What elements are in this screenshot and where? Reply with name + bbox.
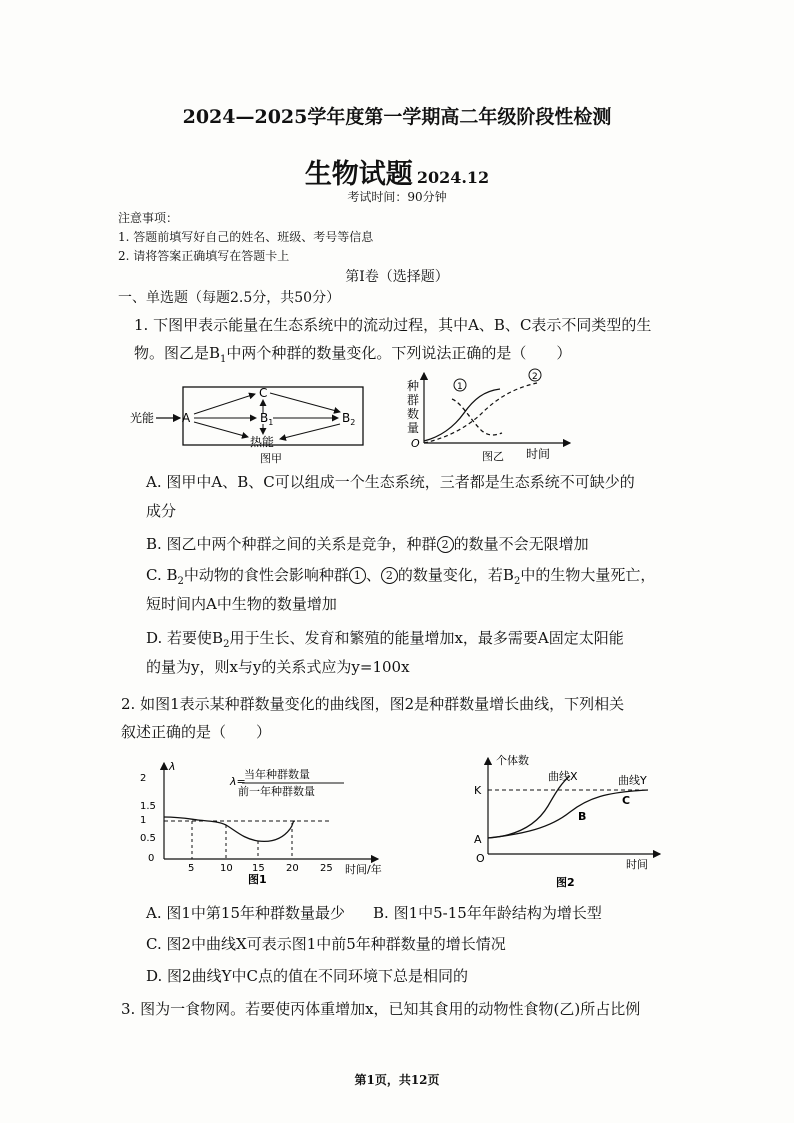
formula-denominator: 前一年种群数量 — [238, 785, 315, 798]
q1-option-b — [146, 530, 676, 559]
circled-number: 2 — [437, 536, 454, 553]
fig2-y-label: 个体数 — [496, 754, 529, 767]
q1-option-b-text: B. 图乙中两个种群之间的关系是竞争，种群 — [146, 535, 437, 553]
node-c: C — [259, 386, 268, 400]
curve-x — [488, 776, 570, 838]
x-tick: 20 — [286, 863, 299, 874]
y-tick: 2 — [140, 773, 147, 784]
notes-heading: 注意事项： — [118, 211, 179, 225]
q2-stem-line2: 叙述正确的是（ ） — [121, 723, 272, 741]
y-tick: 1 — [140, 815, 147, 826]
q1-option-c-text: 中的生物大量死亡， — [520, 566, 656, 584]
exam-time: 考试时间：90分钟 — [347, 190, 447, 204]
figure-1 — [140, 757, 412, 885]
q1-option-d-text: D. 若要使B — [146, 629, 224, 647]
origin-label: O — [411, 437, 420, 450]
q1-option-d-line1 — [146, 624, 676, 653]
y-tick: 1.5 — [140, 801, 156, 812]
q1-option-b-text2: 的数量不会无限增加 — [453, 535, 589, 553]
notes-item: 1. 答题前填写好自己的姓名、班级、考号等信息 — [118, 230, 374, 244]
q1-option-a — [146, 468, 676, 526]
y-tick: 0.5 — [140, 833, 156, 844]
x-tick: 10 — [220, 863, 233, 874]
node-b1: $B_1$ — [260, 411, 274, 427]
q1-stem-sub: 1 — [220, 354, 227, 365]
q2-option-row — [146, 899, 676, 928]
subscript: 2 — [177, 576, 184, 587]
node-a: A — [182, 411, 191, 425]
curve-1 — [424, 389, 500, 441]
q1-stem-text2: 中两个种群的数量变化。下列说法正确的是（ ） — [226, 344, 572, 362]
q1-option-c — [146, 561, 676, 619]
figure-1-caption: 图1 — [248, 873, 267, 885]
y-label-char: 量 — [407, 421, 420, 435]
exam-date: 2024.12 — [416, 168, 490, 187]
y-label-char: 种 — [407, 379, 420, 393]
q1-option-c-line1 — [146, 561, 676, 590]
arrow-a-heat — [194, 422, 248, 437]
x-label: 时间 — [526, 447, 551, 461]
q1-stem-line2 — [134, 339, 674, 367]
b-label: B — [578, 810, 587, 823]
q1-option-c-line2: 短时间内A中生物的数量增加 — [146, 595, 337, 613]
q1-option-c-text: 、 — [365, 566, 381, 584]
part-title: 第Ⅰ卷（选择题） — [345, 269, 449, 285]
notes-item: 2. 请将答案正确填写在答题卡上 — [118, 249, 290, 263]
lambda-axis-label: λ — [169, 760, 176, 773]
q1-option-a-line2: 成分 — [146, 502, 177, 520]
figure-2 — [470, 752, 670, 890]
x-tick: 5 — [188, 863, 195, 874]
sunlight-label: 光能 — [130, 411, 155, 425]
exam-title: 2024—2025学年度第一学期高二年级阶段性检测 — [182, 106, 612, 128]
q2-option-b: B. 图1中5-15年年龄结构为增长型 — [373, 904, 602, 922]
q1-option-d-line2: 的量为y，则x与y的关系式应为y=100x — [146, 658, 410, 676]
arrow-a-c — [194, 394, 255, 414]
k-label: K — [474, 784, 482, 797]
notes-block — [118, 209, 373, 266]
subscript: 2 — [513, 576, 521, 587]
figure-2-caption: 图2 — [556, 876, 575, 889]
q2-stem — [121, 690, 676, 746]
q1-option-c-text: 中动物的食性会影响种群 — [183, 566, 349, 584]
subscript: 2 — [223, 639, 230, 650]
q2-option-d: D. 图2曲线Y中C点的值在不同环境下总是相同的 — [146, 967, 468, 985]
q2-option-c: C. 图2中曲线X可表示图1中前5年种群数量的增长情况 — [146, 935, 506, 953]
x-tick: 25 — [320, 863, 333, 874]
q1-stem-text: 物。图乙是B — [134, 344, 221, 362]
heat-label: 热能 — [250, 435, 275, 449]
circled-number: 1 — [349, 567, 366, 584]
arrow-b2-heat — [280, 424, 340, 439]
q1-option-d — [146, 624, 676, 682]
page-footer: 第1页，共12页 — [354, 1073, 440, 1087]
x-tick: 15 — [252, 863, 265, 874]
fig2-x-label: 时间 — [626, 858, 648, 871]
figure-yi-caption: 图乙 — [482, 450, 504, 463]
circled-number: 2 — [381, 567, 398, 584]
q1-option-d-text: 用于生长、发育和繁殖的能量增加x，最多需要A固定太阳能 — [229, 629, 624, 647]
a-label: A — [474, 833, 482, 846]
subject-title: 生物试题 — [304, 159, 413, 190]
curve-2-label: 2 — [532, 372, 538, 382]
figure-jia — [128, 380, 376, 466]
y-label-char: 数 — [407, 407, 420, 421]
formula-numerator: 当年种群数量 — [244, 768, 310, 781]
fig2-origin: O — [476, 852, 485, 865]
arrow-c-b2 — [270, 393, 340, 412]
q3-stem: 3. 图为一食物网。若要使丙体重增加x，已知其食用的动物性食物(乙)所占比例 — [121, 1000, 641, 1018]
node-b2: $B_2$ — [342, 411, 356, 427]
curve-x-label: 曲线X — [548, 770, 578, 783]
q1-option-c-text: 的数量变化，若B — [397, 566, 514, 584]
lambda-formula-symbol: λ= — [230, 775, 246, 788]
q2-stem-line1: 2. 如图1表示某种群数量变化的曲线图，图2是种群数量增长曲线，下列相关 — [121, 695, 625, 713]
curve-1-label: 1 — [457, 382, 463, 392]
q1-option-c-text: C. B — [146, 566, 178, 584]
subject-line — [0, 152, 794, 191]
figure-yi — [402, 367, 577, 467]
q1-option-a-line1: A. 图甲中A、B、C可以组成一个生态系统，三者都是生态系统不可缺少的 — [146, 473, 635, 491]
y-label-char: 群 — [407, 393, 420, 407]
fig1-x-label: 时间/年 — [345, 863, 382, 876]
figure-jia-caption: 图甲 — [260, 452, 282, 465]
q2-option-a: A. 图1中第15年种群数量最少 — [146, 904, 346, 922]
c-label: C — [622, 794, 631, 807]
curve-y-label: 曲线Y — [618, 774, 647, 787]
section-title: 一、单选题（每题2.5分，共50分） — [118, 290, 341, 306]
q1-stem — [134, 311, 674, 367]
q1-stem-line1: 1. 下图甲表示能量在生态系统中的流动过程，其中A、B、C表示不同类型的生 — [134, 316, 652, 334]
y-tick: 0 — [148, 853, 155, 864]
